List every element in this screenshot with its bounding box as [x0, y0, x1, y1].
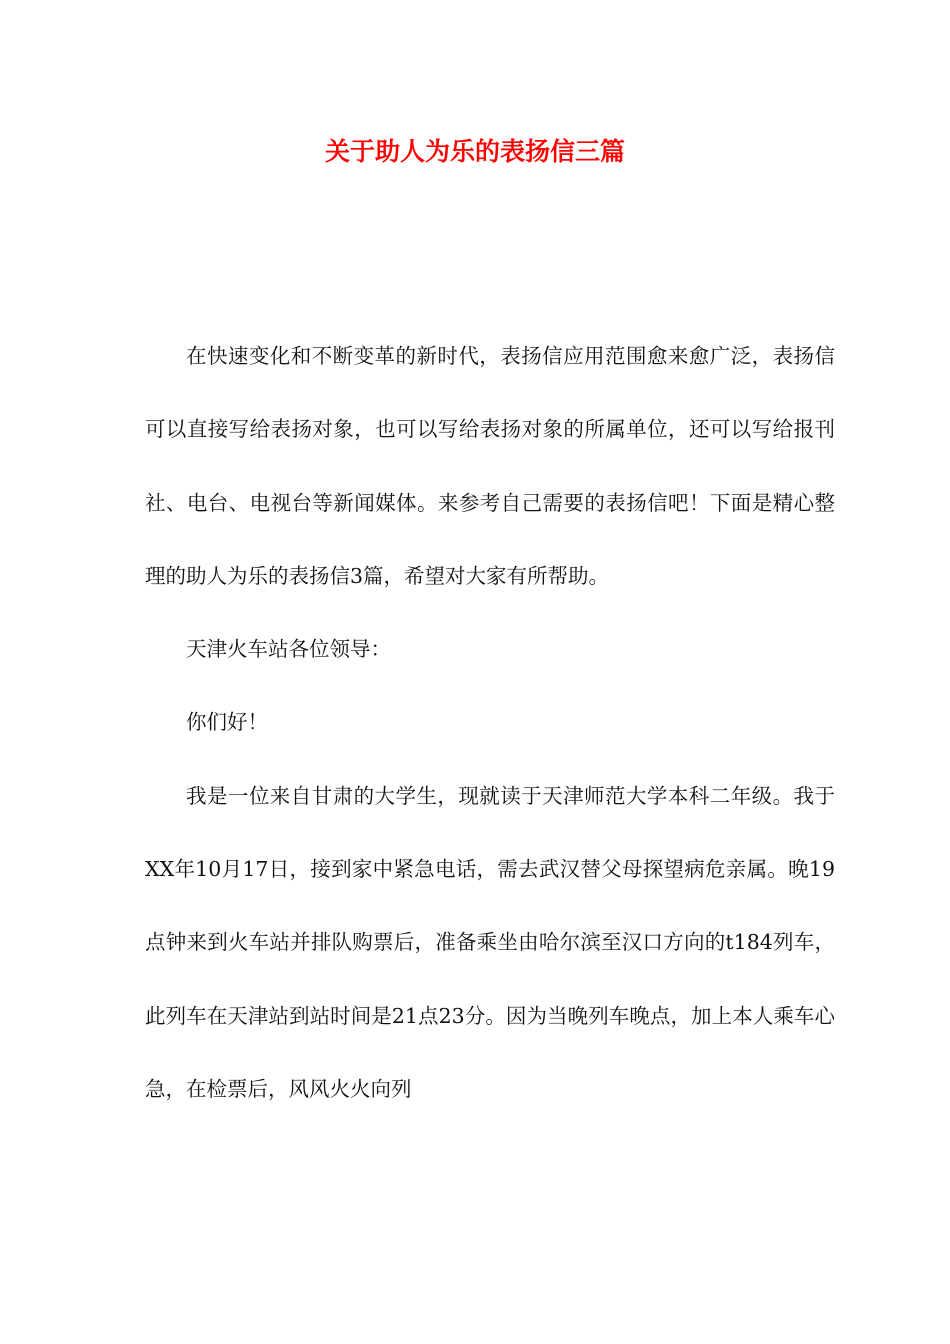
letter-body-paragraph: 我是一位来自甘肃的大学生，现就读于天津师范大学本科二年级。我于XX年10月17日，接到家中紧急电话，需去武汉替父母探望病危亲属。晚19点钟来到火车站并排队购票后，准备乘坐由哈尔滨至汉口方向的t184列车，此列车在天津站到站时间是21点23分。因为当晚列车晚点，加上本人乘车心急，在检票后，风风火火向列 [145, 783, 835, 1101]
document-title: 关于助人为乐的表扬信三篇 [324, 137, 625, 166]
salutation-paragraph: 天津火车站各位领导： [186, 637, 391, 662]
intro-paragraph: 在快速变化和不断变革的新时代，表扬信应用范围愈来愈广泛，表扬信可以直接写给表扬对象，也可以写给表扬对象的所属单位，还可以写给报刊社、电台、电视台等新闻媒体。来参考自己需要的表扬信吧！下面是精心整理的助人为乐的表扬信3篇，希望对大家有所帮助。 [145, 344, 835, 588]
document-body [145, 320, 835, 1126]
greeting-paragraph: 你们好！ [186, 710, 268, 735]
